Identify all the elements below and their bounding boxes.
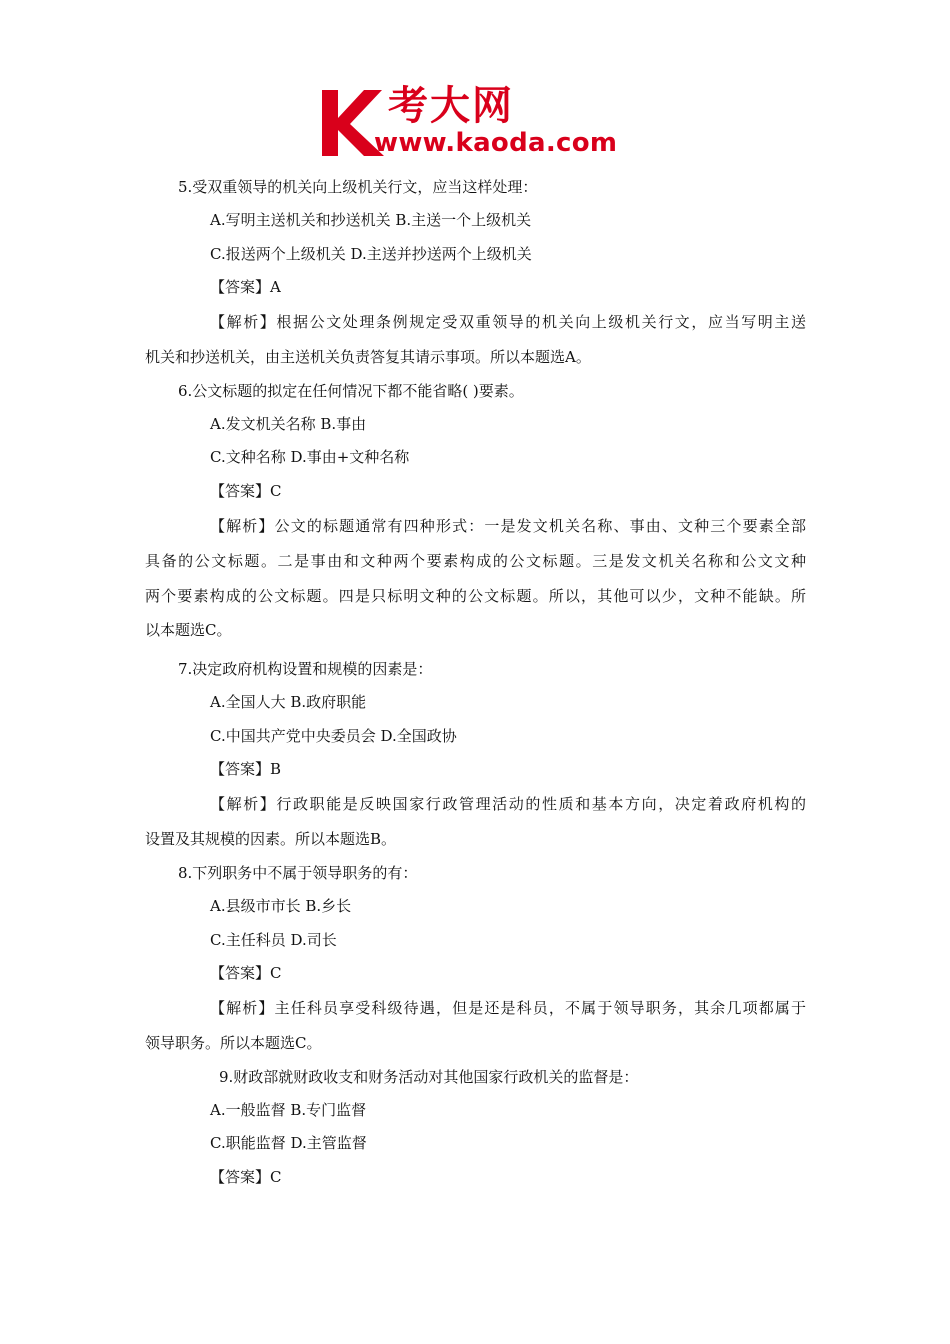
question-6-explanation-line-1: 【解析】公文的标题通常有四种形式：一是发文机关名称、事由、文种三个要素全部 [210, 517, 806, 535]
question-9-options-ab: A.一般监督 B.专门监督 [210, 1101, 367, 1119]
question-6-explanation-line-4: 以本题选C。 [145, 621, 232, 639]
question-6-answer: 【答案】C [210, 482, 282, 500]
logo-brand-cn: 考大网 [388, 83, 514, 129]
logo-url: www.kaoda.com [374, 128, 618, 158]
question-5-explanation-line-1: 【解析】根据公文处理条例规定受双重领导的机关向上级机关行文，应当写明主送 [210, 313, 806, 331]
question-9-answer: 【答案】C [210, 1168, 282, 1186]
question-6-options-cd: C.文种名称 D.事由+文种名称 [210, 448, 410, 466]
question-7-options-cd: C.中国共产党中央委员会 D.全国政协 [210, 727, 457, 745]
question-5-options-cd: C.报送两个上级机关 D.主送并抄送两个上级机关 [210, 245, 532, 263]
question-6: 6.公文标题的拟定在任何情况下都不能省略( )要素。 [178, 382, 524, 400]
question-7-options-ab: A.全国人大 B.政府职能 [210, 693, 367, 711]
question-5: 5.受双重领导的机关向上级机关行文，应当这样处理： [178, 178, 538, 196]
question-9-options-cd: C.职能监督 D.主管监督 [210, 1134, 367, 1152]
question-5-options-ab: A.写明主送机关和抄送机关 B.主送一个上级机关 [210, 211, 532, 229]
question-5-answer: 【答案】A [210, 278, 281, 296]
question-9: 9.财政部就财政收支和财务活动对其他国家行政机关的监督是： [219, 1068, 639, 1086]
question-8-options-cd: C.主任科员 D.司长 [210, 931, 337, 949]
question-6-options-ab: A.发文机关名称 B.事由 [210, 415, 367, 433]
question-7-explanation-line-1: 【解析】行政职能是反映国家行政管理活动的性质和基本方向，决定着政府机构的 [210, 795, 806, 813]
question-5-explanation-line-2: 机关和抄送机关，由主送机关负责答复其请示事项。所以本题选A。 [145, 348, 591, 366]
question-6-explanation-line-2: 具备的公文标题。二是事由和文种两个要素构成的公文标题。三是发文机关名称和公文文种 [145, 552, 806, 570]
question-8: 8.下列职务中不属于领导职务的有： [178, 864, 418, 882]
question-7-explanation-line-2: 设置及其规模的因素。所以本题选B。 [145, 830, 397, 848]
question-8-options-ab: A.县级市市长 B.乡长 [210, 897, 352, 915]
question-7-answer: 【答案】B [210, 760, 282, 778]
question-8-explanation-line-2: 领导职务。所以本题选C。 [145, 1034, 322, 1052]
question-7: 7.决定政府机构设置和规模的因素是： [178, 660, 433, 678]
question-8-answer: 【答案】C [210, 964, 282, 982]
question-8-explanation-line-1: 【解析】主任科员享受科级待遇，但是还是科员，不属于领导职务，其余几项都属于 [210, 999, 806, 1017]
question-6-explanation-line-3: 两个要素构成的公文标题。四是只标明文种的公文标题。所以，其他可以少，文种不能缺。所 [145, 587, 806, 605]
kaoda-logo [318, 84, 638, 160]
